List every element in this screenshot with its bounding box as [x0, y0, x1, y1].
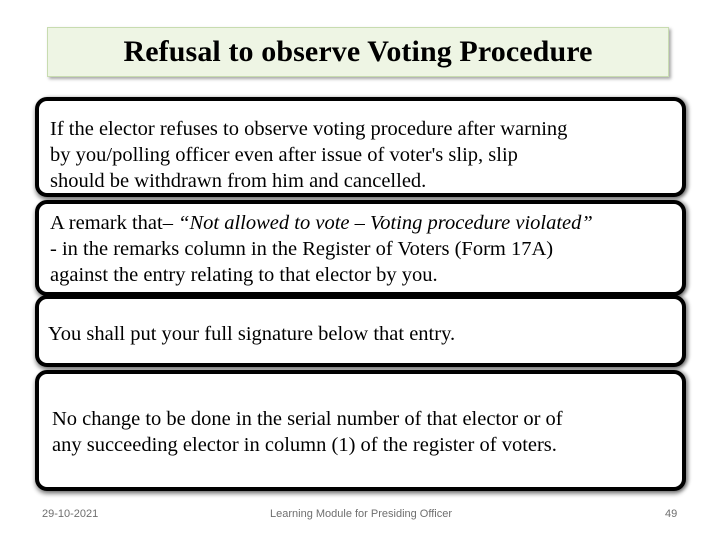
- slide-title-box: [47, 27, 669, 77]
- card-4-text: [52, 407, 563, 459]
- card-1-text: [50, 117, 567, 194]
- content-card-4: [35, 370, 686, 491]
- card-1-line-3: should be withdrawn from him and cancelled.: [50, 169, 427, 192]
- footer-date: 29-10-2021: [42, 508, 99, 520]
- card-4-line-2: any succeeding elector in column (1) of the register of voters.: [52, 433, 557, 456]
- card-4-line-1: No change to be done in the serial number of that elector or of: [52, 408, 563, 430]
- footer-module-name: Learning Module for Presiding Officer: [270, 508, 453, 520]
- card-2-line-1: [50, 211, 593, 237]
- card-2-text: [50, 211, 593, 288]
- card-2-remark-prefix: A remark that–: [50, 212, 179, 234]
- content-card-1: [35, 97, 686, 197]
- content-card-3: [35, 295, 686, 367]
- card-2-line-2: - in the remarks column in the Register of Voters (Form 17A): [50, 237, 554, 260]
- card-2-remark-quote: “Not allowed to vote – Voting procedure violated”: [178, 212, 593, 234]
- card-2-line-3: against the entry relating to that elector by you.: [50, 263, 438, 286]
- card-3-text: [48, 322, 455, 348]
- card-3-line-1: You shall put your full signature below that entry.: [48, 323, 456, 345]
- footer-page-number: 49: [665, 508, 678, 520]
- card-1-line-1: If the elector refuses to observe voting procedure after warning: [50, 118, 568, 140]
- content-card-2: [35, 200, 686, 296]
- card-1-line-2: by you/polling officer even after issue of voter's slip, slip: [50, 143, 518, 166]
- slide-title: Refusal to observe Voting Procedure: [123, 35, 593, 68]
